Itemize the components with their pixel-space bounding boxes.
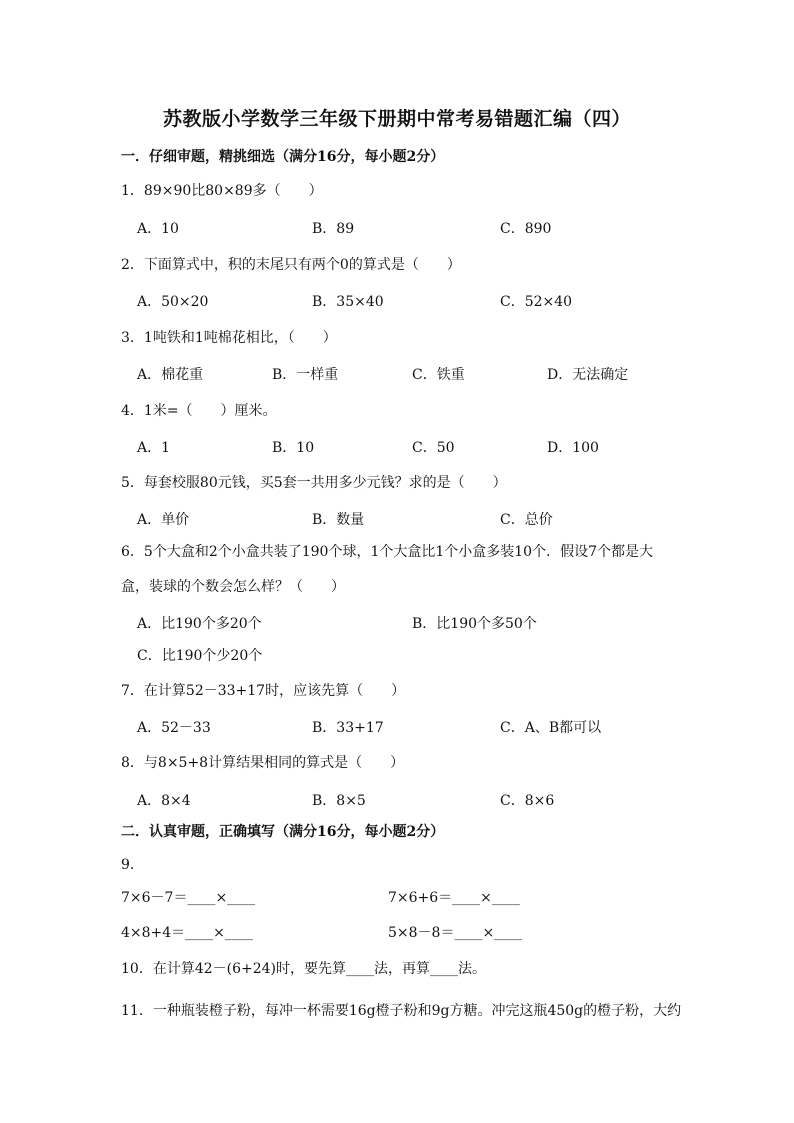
q1-option-c: C．890 [500,221,552,237]
question-11: 11．一种瓶装橙子粉，每冲一杯需要16g橙子粉和9g方糖。冲完这瓶450g的橙子粉，大约 [121,1003,682,1019]
q6-option-a: A．比190个多20个 [137,616,262,632]
q3-option-c: C．铁重 [412,367,465,383]
question-6-line-1: 6．5个大盒和2个小盒共装了190个球，1个大盒比1个小盒多装10个．假设7个都是大 [121,544,653,560]
section-heading-2: 二．认真审题，正确填写（满分16分，每小题2分） [121,824,445,840]
q2-option-c: C．52×40 [500,294,573,310]
q1-option-b: B．89 [312,221,355,237]
q8-option-c: C．8×6 [500,793,555,809]
question-8: 8．与8×5+8计算结果相同的算式是（ ） [121,755,405,771]
q4-option-a: A．1 [137,440,171,456]
question-6-line-2: 盒，装球的个数会怎么样？（ ） [121,579,345,595]
q4-option-b: B．10 [272,440,315,456]
q3-option-a: A．棉花重 [137,367,204,383]
question-10: 10．在计算42－(6+24)时，要先算____法，再算____法。 [121,961,487,977]
q4-option-c: C．50 [412,440,455,456]
q6-option-c: C．比190个少20个 [137,648,263,664]
q7-option-c: C．A、B都可以 [500,720,602,736]
q9-equation-2: 7×6+6＝____×____ [388,890,520,906]
question-7: 7．在计算52－33+17时，应该先算（ ） [121,683,406,699]
q9-equation-4: 5×8－8＝____×____ [388,925,523,941]
q6-option-b: B．比190个多50个 [412,616,537,632]
section-heading-1: 一．仔细审题，精挑细选（满分16分，每小题2分） [121,149,445,165]
page-title: 苏教版小学数学三年级下册期中常考易错题汇编（四） [162,108,631,130]
q2-option-a: A．50×20 [137,294,209,310]
q5-option-b: B．数量 [312,512,365,528]
q7-option-b: B．33+17 [312,720,384,736]
q3-option-b: B．一样重 [272,367,339,383]
q2-option-b: B．35×40 [312,294,384,310]
q3-option-d: D．无法确定 [547,367,629,383]
q4-option-d: D．100 [547,440,599,456]
question-2: 2．下面算式中，积的末尾只有两个0的算式是（ ） [121,257,461,273]
question-3: 3．1吨铁和1吨棉花相比，（ ） [121,330,337,346]
question-1: 1．89×90比80×89多（ ） [121,183,323,199]
q9-equation-1: 7×6－7＝____×____ [121,890,256,906]
q8-option-b: B．8×5 [312,793,366,809]
question-9-number: 9． [121,857,144,873]
q7-option-a: A．52－33 [137,720,211,736]
q5-option-a: A．单价 [137,512,190,528]
question-5: 5．每套校服80元钱，买5套一共用多少元钱？求的是（ ） [121,475,507,491]
q8-option-a: A．8×4 [137,793,191,809]
q5-option-c: C．总价 [500,512,553,528]
q1-option-a: A．10 [137,221,179,237]
q9-equation-3: 4×8+4＝____×____ [121,925,253,941]
question-4: 4．1米=（ ）厘米。 [121,403,277,419]
